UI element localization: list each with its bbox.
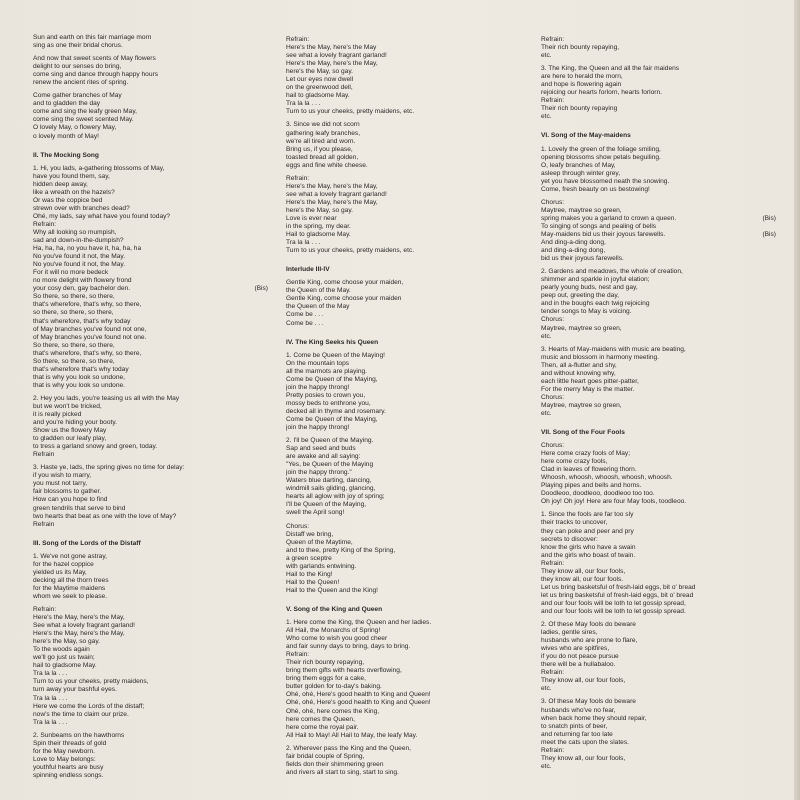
- lyric-line: o lovely month of May!: [33, 132, 99, 140]
- lyric-line: etc.: [541, 762, 552, 770]
- lyric-line: Come be . . .: [286, 319, 324, 327]
- lyric-line: so there, so there, so there,: [33, 309, 114, 317]
- lyric-line: Chorus:: [541, 393, 565, 401]
- lyric-line: Here we come the Lords of the distaff;: [33, 702, 145, 710]
- lyric-line: join the happy throng!: [286, 383, 350, 391]
- lyric-line: Refrain:: [541, 36, 565, 43]
- lyric-line: All Hail to May! All Hail to May, the leafy May.: [286, 731, 418, 739]
- lyric-line: 1. We've not gone astray,: [33, 552, 107, 560]
- lyric-line: Love is ever near: [286, 214, 337, 222]
- lyric-line: and to gladden the day: [33, 100, 101, 108]
- lyric-line: 3. Hearts of May-maidens with music are beating,: [541, 345, 686, 353]
- lyric-line: So there, so there, so there,: [33, 357, 115, 365]
- lyric-line: 3. The King, the Queen and all the fair maidens: [541, 65, 680, 73]
- lyric-line: ladies, gentle sires,: [541, 629, 598, 637]
- section-heading: V. Song of the King and Queen: [286, 605, 383, 613]
- lyric-line: decking all the thorn trees: [33, 576, 109, 584]
- lyric-line: here's the May, so gay.: [286, 206, 353, 214]
- lyric-line: Here's the May, here's the May: [286, 44, 377, 52]
- lyric-line: Gentle King, come choose your maiden,: [286, 279, 404, 287]
- lyric-line: and without knowing why,: [541, 369, 616, 377]
- lyric-line: swell the April song!: [286, 509, 345, 517]
- lyric-line: 2. Hey you lads, you're teasing us all with the May: [33, 394, 180, 402]
- bis-mark: (Bis): [762, 230, 776, 238]
- lyric-line: wives who are spitfires,: [541, 645, 610, 653]
- lyric-line: no more delight with flowery frond: [33, 277, 132, 285]
- lyric-line: and rivers all start to sing, start to sing.: [286, 768, 399, 776]
- lyric-line: fair blossoms to gather.: [33, 488, 102, 496]
- lyric-line: 2. Gardens and meadows, the whole of creation,: [541, 268, 683, 276]
- section-heading: VII. Song of the Four Fools: [541, 429, 625, 437]
- lyric-line: come sing and dance through happy hours: [33, 71, 159, 79]
- lyric-line: to tress a garland snowy and green, today.: [33, 443, 158, 451]
- lyric-line: See what a lovely fragrant garland!: [33, 622, 135, 630]
- stanza-gap: [286, 328, 516, 333]
- lyric-line: their tracks to uncover,: [541, 519, 608, 527]
- lyric-line: that is why you look so undone,: [33, 373, 126, 381]
- lyric-line: All Hail, the Monarchs of Spring!: [286, 627, 381, 635]
- lyric-line: mossy beds to enthrone you,: [286, 399, 371, 407]
- lyric-line: to gladden our leafy play,: [33, 435, 107, 443]
- lyric-line: For the merry May is the matter.: [541, 385, 635, 393]
- lyric-line: and returning far too late: [541, 730, 613, 738]
- lyric-line: peep out, greeting the day,: [541, 292, 619, 300]
- lyric-line: decked all in thyme and rosemary.: [286, 407, 386, 415]
- lyric-line: Hail to the Queen!: [286, 578, 340, 586]
- lyric-line: Chorus:: [541, 316, 565, 324]
- lyric-line: yielded us its May,: [33, 568, 87, 576]
- lyric-line: Here's the May, here's the May,: [286, 182, 378, 190]
- lyric-line: Their rich bounty repaying: [541, 105, 618, 113]
- lyric-line: if you do not peace pursue: [541, 653, 619, 661]
- lyric-line: secrets to discover:: [541, 535, 598, 543]
- lyric-line: delight to our senses do bring,: [33, 63, 122, 71]
- lyric-line: 1. Hi, you lads, a-gathering blossoms of May,: [33, 164, 165, 172]
- lyric-line: a green sceptre: [286, 554, 332, 562]
- lyric-line: yet you have blossomed neath the snowing.: [541, 177, 670, 185]
- lyric-line: 1. Lovely the green of the foliage smiling,: [541, 145, 661, 153]
- lyric-line: Then, all a-flutter and shy,: [541, 361, 617, 369]
- lyric-line: Tra la la . . .: [286, 100, 321, 108]
- lyric-line: 1. Here come the King, the Queen and her ladies.: [286, 619, 432, 626]
- bis-mark: (Bis): [254, 285, 268, 293]
- lyric-line: 1. Come be Queen of the Maying!: [286, 351, 385, 359]
- lyric-line: if you wish to marry,: [33, 472, 92, 480]
- lyric-line: each little heart goes pitter-patter,: [541, 377, 639, 385]
- stanza-gap: [33, 141, 268, 146]
- lyric-line: Here's the May, here's the May,: [286, 198, 378, 206]
- stanza-gap: [286, 595, 516, 600]
- lyric-line: Turn to us your cheeks, pretty maidens, etc.: [286, 108, 415, 116]
- lyric-line: I'll be Queen of the Maying,: [286, 501, 367, 509]
- lyric-line: know the girls who have a swain: [541, 543, 636, 551]
- lyric-line: and you're hiding your booty.: [33, 419, 117, 427]
- lyric-line: Tra la la . . .: [33, 694, 68, 702]
- lyric-line: Doodleoo, doodleoo, doodleoo too too.: [541, 490, 655, 498]
- lyric-line: windmill sails gliding, glancing,: [286, 485, 376, 493]
- lyric-line: shimmer and sparkle in joyful elation;: [541, 276, 650, 284]
- lyric-line: that's wherefore that's why today: [33, 365, 129, 373]
- lyric-line: bring them eggs for a cake,: [286, 675, 366, 683]
- lyric-line: Ohé, ohé, Here's good health to King and Queen!: [286, 699, 431, 707]
- lyric-line: and to thee, pretty King of the Spring,: [286, 546, 396, 554]
- lyric-line: hearts all aglow with joy of spring;: [286, 493, 385, 501]
- lyrics-column-3: [541, 36, 776, 771]
- lyric-line: the Queen of the May: [286, 303, 350, 311]
- lyric-line: husbands who've no fear,: [541, 706, 616, 714]
- lyric-line: hail to gladsome May.: [286, 92, 350, 100]
- lyric-line: 1. Since the fools are far too sly: [541, 511, 634, 519]
- lyric-line: Come be Queen of the Maying,: [286, 415, 378, 423]
- lyric-line: Chorus:: [541, 198, 565, 206]
- lyric-line: Come be . . .: [286, 311, 324, 319]
- lyric-line: 2. Of these May fools do beware: [541, 621, 636, 629]
- lyric-line: Here's the May, here's the May,: [33, 614, 125, 622]
- lyric-line: (Bis) May-maidens bid us their joyous farewells.: [541, 230, 776, 238]
- lyric-line: they can poke and peer and pry: [541, 527, 634, 535]
- stanza-gap: [541, 121, 776, 126]
- lyric-line: husbands who are prone to flare,: [541, 637, 638, 645]
- lyric-line: 3. Haste ye, lads, the spring gives no time for delay:: [33, 464, 185, 472]
- lyric-line: Why all looking so mumpish,: [33, 228, 117, 236]
- lyric-line: come sing the sweet scented May.: [33, 116, 134, 124]
- section-heading: IV. The King Seeks his Queen: [286, 338, 379, 346]
- lyric-line: that's wherefore, that's why today: [33, 317, 131, 325]
- lyric-line: meet the cats upon the slates.: [541, 738, 629, 746]
- lyric-line: that's wherefore, that's why, so there,: [33, 349, 142, 357]
- lyric-line: And ding-a-ding dong,: [541, 239, 606, 247]
- lyric-line: in the spring, my dear.: [286, 223, 351, 231]
- lyric-line: and hope is flowering again: [541, 81, 622, 89]
- lyric-line: Maytree, maytree so green,: [541, 401, 622, 409]
- lyric-line: asleep through winter grey,: [541, 169, 621, 177]
- lyric-line: see what a lovely fragrant garland!: [286, 52, 387, 60]
- lyric-line: 3. Of these May fools do beware: [541, 698, 636, 706]
- lyric-line: And now that sweet scents of May flowers: [33, 55, 156, 63]
- lyric-line: Turn to us your cheeks, pretty maidens, etc.: [286, 247, 415, 255]
- lyric-line: O, leafy branches of May,: [541, 161, 616, 169]
- lyric-line: (Bis) your cosy den, gay bachelor den.: [33, 285, 268, 293]
- lyric-line: youthful hearts are busy: [33, 763, 104, 771]
- section-heading: II. The Mocking Song: [33, 151, 99, 159]
- lyric-line: Hail to the Queen and the King!: [286, 586, 379, 594]
- lyric-line: Let our eyes now dwell: [286, 76, 354, 84]
- lyric-line: Or was the coppice bed: [33, 196, 103, 204]
- stanza-gap: [33, 529, 268, 534]
- lyric-line: come and sing the leafy green May,: [33, 108, 137, 116]
- lyric-line: Chorus:: [541, 442, 565, 450]
- lyric-line: Refrain:: [286, 651, 310, 659]
- lyric-line: hail to gladsome May.: [33, 662, 97, 670]
- lyric-line: see what a lovely fragrant garland!: [286, 190, 387, 198]
- lyric-line: Who come to wish you good cheer: [286, 635, 388, 643]
- lyric-line: Refrain: [33, 451, 55, 459]
- lyric-line: Gentle King, come choose your maiden: [286, 295, 402, 303]
- lyric-line: gathering leafy branches,: [286, 129, 361, 137]
- lyric-line: two hearts that beat as one with the love of May?: [33, 512, 177, 520]
- lyric-line: Show us the flowery May: [33, 427, 107, 435]
- lyric-line: Refrain:: [541, 669, 565, 677]
- lyric-line: bid us their joyous farewells.: [541, 255, 624, 263]
- lyric-line: Sap and seed and buds: [286, 445, 356, 453]
- lyric-line: sad and down-in-the-dumpish?: [33, 237, 124, 245]
- lyric-line: Turn to us your cheeks, pretty maidens,: [33, 678, 149, 686]
- lyric-line: they know all, our four fools.: [541, 575, 624, 583]
- lyric-line: No you've found it not, the May.: [33, 261, 126, 269]
- lyric-line: and ding-a-ding dong,: [541, 247, 606, 255]
- lyric-line: Maytree, maytree so green,: [541, 324, 622, 332]
- lyrics-column-1: [33, 34, 268, 780]
- lyric-line: now's the time to claim our prize.: [33, 710, 129, 718]
- lyric-line: 2. Wherever pass the King and the Queen,: [286, 744, 411, 752]
- lyric-line: turn away your bashful eyes.: [33, 686, 117, 694]
- lyric-line: Ohé, ohé, Here's good health to King and Queen!: [286, 691, 431, 699]
- lyric-line: Sun and earth on this fair marriage morn: [33, 34, 152, 41]
- lyric-line: Hail to the King!: [286, 570, 333, 578]
- lyric-line: Refrain:: [541, 559, 565, 567]
- lyric-line: Oh joy! Oh joy! Here are four May fools, toodleoo.: [541, 498, 687, 506]
- lyric-line: strewn over with branches dead?: [33, 204, 130, 212]
- lyric-line: here come crazy fools,: [541, 458, 608, 466]
- lyric-line: spinning endless songs.: [33, 771, 104, 779]
- lyric-line: with garlands entwining.: [286, 562, 357, 570]
- lyric-line: How can you hope to find: [33, 496, 108, 504]
- lyric-line: O lovely May, o flowery May,: [33, 124, 117, 132]
- lyric-line: So there, so there, so there,: [33, 293, 115, 301]
- lyric-line: are awake and all saying:: [286, 453, 361, 461]
- stanza-gap: [286, 255, 516, 260]
- lyric-line: 3. Since we did not scorn: [286, 121, 360, 129]
- lyric-line: of May branches you've found not one,: [33, 325, 147, 333]
- lyric-line: here come the royal pair.: [286, 723, 359, 731]
- lyric-line: Love to May belongs:: [33, 755, 96, 763]
- stanza-gap: [541, 418, 776, 423]
- lyric-line: to snatch pints of beer,: [541, 722, 608, 730]
- lyric-line: etc.: [541, 332, 552, 340]
- lyric-line: opening blossoms show petals beguiling.: [541, 153, 661, 161]
- lyrics-column-2: [286, 36, 516, 777]
- lyric-line: 2. I'll be Queen of the Maying.: [286, 437, 374, 445]
- lyric-line: butter golden for to-day's baking.: [286, 683, 382, 691]
- lyric-line: bring them gifts with hearts overflowing,: [286, 667, 402, 675]
- lyric-line: renew the ancient rites of spring.: [33, 79, 129, 87]
- lyric-line: Playing pipes and bells and horns.: [541, 482, 642, 490]
- lyric-line: fields don their shimmering green: [286, 760, 384, 768]
- lyric-line: etc.: [541, 52, 552, 60]
- lyric-line: the Queen of the May.: [286, 287, 351, 295]
- lyric-line: tender songs to May is voicing.: [541, 308, 632, 316]
- lyric-line: and our four fools will be loth to let gossip spread,: [541, 599, 686, 607]
- lyric-line: Refrain:: [33, 606, 57, 613]
- section-heading: Interlude III-IV: [286, 266, 330, 274]
- lyric-line: etc.: [541, 113, 552, 121]
- section-heading: III. Song of the Lords of the Distaff: [33, 539, 141, 547]
- lyric-line: and our four fools will be loth to let gossip spread.: [541, 608, 686, 615]
- lyric-line: Whoosh, whoosh, whoosh, whoosh, whoosh.: [541, 474, 673, 482]
- lyric-line: hidden deep away,: [33, 180, 88, 188]
- lyric-line: Pretty posies to crown you,: [286, 391, 366, 399]
- lyric-line: Queen of the Maytime,: [286, 538, 353, 546]
- lyric-line: For it will no more bedeck: [33, 269, 109, 277]
- lyric-line: eggs and fine white cheese.: [286, 161, 368, 169]
- lyric-line: Here's the May, here's the May,: [286, 60, 378, 68]
- lyric-line: on the greenwood dell,: [286, 84, 353, 92]
- lyric-line: Refrain:: [286, 36, 310, 43]
- lyric-line: 2. Sunbeams on the hawthorns: [33, 731, 125, 739]
- lyric-line: Refrain:: [541, 746, 565, 754]
- lyric-line: Refrain:: [541, 97, 565, 105]
- lyric-line: we'll go just us twain;: [33, 654, 95, 662]
- lyric-line: Hail to gladsome May.: [286, 231, 351, 239]
- lyric-line: for the hazel coppice: [33, 560, 94, 568]
- lyric-line: but we won't be tricked,: [33, 402, 102, 410]
- lyric-line: "Yes, be Queen of the Maying: [286, 461, 374, 469]
- lyric-line: So there, so there, so there,: [33, 341, 115, 349]
- lyric-line: Maytree, maytree so green,: [541, 206, 622, 214]
- lyric-line: join the happy throng!: [286, 424, 350, 432]
- lyric-line: Distaff we bring,: [286, 530, 334, 538]
- lyric-line: let us bring basketsful of fresh-laid eggs, bit o' bread: [541, 591, 694, 599]
- lyric-line: fair bridal couple of Spring,: [286, 752, 365, 760]
- lyric-line: Tra la la . . .: [286, 239, 321, 247]
- lyric-line: whom we seek to please.: [33, 592, 108, 600]
- lyric-line: here comes the Queen,: [286, 715, 355, 723]
- lyric-line: Bring us, if you please,: [286, 145, 353, 153]
- bis-mark: (Bis): [762, 214, 776, 222]
- lyric-line: To the woods again: [33, 646, 90, 654]
- lyric-line: Tra la la . . .: [33, 670, 68, 678]
- lyric-line: They know all, our four fools,: [541, 754, 626, 762]
- section-heading: VI. Song of the May-maidens: [541, 132, 631, 140]
- lyric-line: On the mountain tops: [286, 359, 350, 367]
- lyric-line: Spin their threads of gold: [33, 739, 107, 747]
- lyric-line: we're all tired and worn.: [286, 137, 356, 145]
- lyric-line: music and blossom in harmony meeting.: [541, 353, 660, 361]
- lyric-line: like a wreath on the hazels?: [33, 188, 115, 196]
- lyric-line: that's wherefore, that's why, so there,: [33, 301, 142, 309]
- lyric-line: for the May newborn.: [33, 747, 95, 755]
- lyric-line: you must not tarry,: [33, 480, 88, 488]
- lyric-line: rejoicing our hearts forlorn, hearts forlorn.: [541, 89, 662, 97]
- lyric-line: Their rich bounty repaying,: [286, 659, 365, 667]
- lyric-line: Refrain:: [286, 174, 310, 182]
- lyric-line: here's the May, so gay.: [33, 638, 100, 646]
- lyric-line: toasted bread all golden,: [286, 153, 359, 161]
- lyric-line: They know all, our four fools,: [541, 677, 626, 685]
- lyric-line: Ha, ha, ha, no you have it, ha, ha, ha: [33, 245, 142, 253]
- lyric-line: Come be Queen of the Maying,: [286, 375, 378, 383]
- lyric-line: for the Maytime maidens: [33, 584, 106, 592]
- lyric-line: join the happy throng.": [286, 469, 352, 477]
- page-edge: [794, 0, 800, 800]
- lyric-line: of May branches you've found not one.: [33, 333, 147, 341]
- lyric-line: Chorus:: [286, 522, 310, 530]
- lyric-line: etc.: [541, 685, 552, 693]
- lyric-line: Let us bring basketsful of fresh-laid eggs, bit o' bread: [541, 583, 696, 591]
- lyric-line: here's the May, so gay.: [286, 68, 353, 76]
- lyric-line: etc.: [541, 409, 552, 417]
- lyric-line: Refrain:: [33, 220, 57, 228]
- lyric-line: Tra la la . . .: [33, 718, 68, 726]
- lyric-line: Ohé, my lads, say what have you found today?: [33, 212, 171, 220]
- lyric-line: green tendrils that serve to bind: [33, 504, 126, 512]
- lyric-line: all the marmots are playing.: [286, 367, 367, 375]
- lyric-line: and the girls who boast of twain.: [541, 551, 636, 559]
- lyric-line: Clad in leaves of flowering thorn.: [541, 466, 637, 474]
- lyric-line: have you found them, say,: [33, 172, 110, 180]
- lyric-line: that is why you look so undone.: [33, 381, 126, 389]
- lyric-line: Here come crazy fools of May;: [541, 450, 631, 458]
- lyric-line: Come, fresh beauty on us bestowing!: [541, 185, 650, 193]
- lyric-line: there will be a hullabaloo.: [541, 661, 616, 669]
- lyric-line: and fair sunny days to bring, days to bring.: [286, 643, 411, 651]
- lyric-line: Their rich bounty repaying,: [541, 44, 620, 52]
- lyric-line: it is really picked: [33, 411, 82, 419]
- lyric-line: Come gather branches of May: [33, 92, 122, 100]
- lyric-line: Here's the May, here's the May,: [33, 630, 125, 638]
- lyric-line: and in the boughs each twig rejoicing: [541, 300, 650, 308]
- lyric-line: Ohé, ohé, here comes the King,: [286, 707, 380, 715]
- lyric-line: Refrain: [33, 520, 55, 528]
- lyric-line: sing as one their bridal chorus.: [33, 42, 123, 50]
- lyric-line: No you've found it not, the May.: [33, 253, 126, 261]
- lyric-line: They know all, our four fools,: [541, 567, 626, 575]
- lyric-line: (Bis) spring makes you a garland to crown a queen.: [541, 214, 776, 222]
- lyric-line: when back home they should repair,: [541, 714, 647, 722]
- lyric-line: Waters blue darting, dancing,: [286, 477, 372, 485]
- lyric-line: To singing of songs and pealing of bells: [541, 222, 657, 230]
- lyric-line: pearly young buds, nest and gay,: [541, 284, 638, 292]
- lyric-line: are here to herald the morn,: [541, 73, 623, 81]
